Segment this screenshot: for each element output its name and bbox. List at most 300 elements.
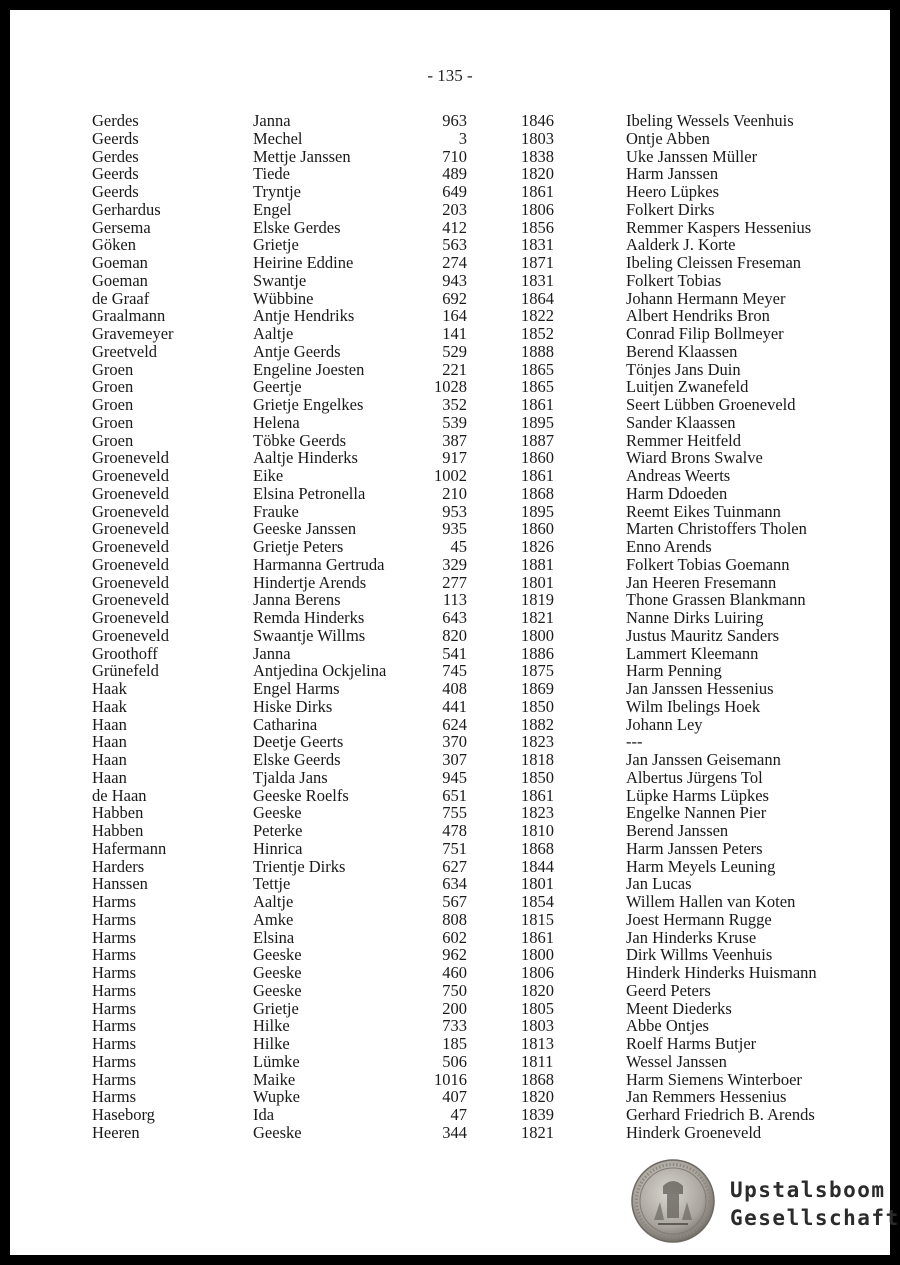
spouse-cell: Engelke Nannen Pier <box>626 803 767 823</box>
year-cell: 1820 <box>521 980 554 1000</box>
given-name-cell: Mettje Janssen <box>253 146 351 166</box>
entry-number-cell: 627 <box>442 856 467 876</box>
spouse-cell: Harm Penning <box>626 661 722 681</box>
table-row <box>0 769 900 787</box>
surname-cell: Harms <box>92 945 136 965</box>
entry-number-cell: 751 <box>442 838 467 858</box>
given-name-cell: Hilke <box>253 1034 290 1053</box>
spouse-cell: Harm Janssen <box>626 164 719 184</box>
spouse-cell: Roelf Harms Butjer <box>626 1034 757 1053</box>
surname-cell: Heeren <box>92 1122 140 1142</box>
year-cell: 1868 <box>521 483 554 503</box>
table-row <box>0 698 900 716</box>
given-name-cell: Hilke <box>253 1016 290 1036</box>
table-row <box>0 307 900 325</box>
table-row <box>0 627 900 645</box>
given-name-cell: Helena <box>253 412 300 432</box>
table-row <box>0 1017 900 1035</box>
spouse-cell: Folkert Dirks <box>626 199 715 219</box>
spouse-cell: Sander Klaassen <box>626 412 736 432</box>
table-row <box>0 272 900 290</box>
entry-number-cell: 210 <box>442 483 467 503</box>
table-row <box>0 1071 900 1089</box>
spouse-cell: --- <box>626 732 643 752</box>
entry-number-cell: 541 <box>442 643 467 663</box>
entry-number-cell: 506 <box>442 1051 467 1071</box>
table-row <box>0 982 900 1000</box>
surname-cell: Haan <box>92 732 127 752</box>
given-name-cell: Elsina Petronella <box>253 483 366 503</box>
entry-number-cell: 529 <box>442 341 467 361</box>
given-name-cell: Wupke <box>253 1087 300 1107</box>
entry-number-cell: 221 <box>442 359 467 379</box>
spouse-cell: Uke Janssen Müller <box>626 146 758 166</box>
table-row <box>0 325 900 343</box>
table-row <box>0 680 900 698</box>
entry-number-cell: 1016 <box>434 1069 467 1089</box>
year-cell: 1852 <box>521 324 554 343</box>
given-name-cell: Geeske <box>253 963 302 982</box>
spouse-cell: Remmer Kaspers Hessenius <box>626 217 812 237</box>
year-cell: 1888 <box>521 341 554 361</box>
given-name-cell: Grietje Engelkes <box>253 395 364 414</box>
entry-number-cell: 624 <box>442 714 467 734</box>
spouse-cell: Wilm Ibelings Hoek <box>626 696 761 716</box>
table-row <box>0 485 900 503</box>
entry-number-cell: 45 <box>450 537 467 556</box>
spouse-cell: Tönjes Jans Duin <box>626 359 741 379</box>
spouse-cell: Wiard Brons Swalve <box>626 448 763 468</box>
table-row <box>0 165 900 183</box>
surname-cell: Hafermann <box>92 838 167 858</box>
given-name-cell: Elsina <box>253 927 295 947</box>
surname-cell: Goeman <box>92 270 148 290</box>
entry-number-cell: 539 <box>442 412 467 432</box>
entry-number-cell: 344 <box>442 1122 467 1142</box>
year-cell: 1800 <box>521 625 554 645</box>
entry-number-cell: 3 <box>458 128 467 148</box>
spouse-cell: Nanne Dirks Luiring <box>626 608 764 627</box>
given-name-cell: Deetje Geerts <box>253 732 344 752</box>
entry-number-cell: 412 <box>442 217 467 237</box>
table-row <box>0 609 900 627</box>
spouse-cell: Harm Siemens Winterboer <box>626 1069 802 1089</box>
spouse-cell: Andreas Weerts <box>626 466 731 485</box>
year-cell: 1805 <box>521 998 554 1018</box>
spouse-cell: Hinderk Groeneveld <box>626 1122 762 1142</box>
entry-number-cell: 460 <box>442 963 467 982</box>
spouse-cell: Abbe Ontjes <box>626 1016 709 1036</box>
table-row <box>0 733 900 751</box>
given-name-cell: Geeske <box>253 1122 302 1142</box>
surname-cell: Habben <box>92 803 144 823</box>
spouse-cell: Jan Janssen Geisemann <box>626 750 781 769</box>
entry-number-cell: 602 <box>442 927 467 947</box>
entry-number-cell: 643 <box>442 608 467 627</box>
page-number: - 135 - <box>427 66 473 85</box>
entry-number-cell: 820 <box>442 625 467 645</box>
spouse-cell: Justus Mauritz Sanders <box>626 625 780 645</box>
surname-cell: Graalmann <box>92 306 166 326</box>
given-name-cell: Tjalda Jans <box>253 767 328 787</box>
year-cell: 1839 <box>521 1105 554 1124</box>
given-name-cell: Swaantje Willms <box>253 625 366 645</box>
surname-cell: Harms <box>92 927 136 947</box>
brand-line-2: Gesellschaft <box>730 1206 900 1230</box>
surname-cell: Harms <box>92 1016 136 1036</box>
spouse-cell: Albert Hendriks Bron <box>626 306 770 326</box>
year-cell: 1810 <box>521 821 554 840</box>
entry-number-cell: 755 <box>442 803 467 823</box>
given-name-cell: Grietje <box>253 235 299 255</box>
given-name-cell: Geertje <box>253 377 302 397</box>
year-cell: 1856 <box>521 217 554 237</box>
entry-number-cell: 567 <box>442 892 467 911</box>
entry-number-cell: 478 <box>442 821 467 840</box>
document-page <box>10 10 900 1255</box>
surname-cell: Groeneveld <box>92 590 169 610</box>
surname-cell: Groeneveld <box>92 625 169 645</box>
table-row <box>0 414 900 432</box>
spouse-cell: Gerhard Friedrich B. Arends <box>626 1105 815 1124</box>
year-cell: 1811 <box>521 1051 554 1071</box>
year-cell: 1868 <box>521 1069 554 1089</box>
spouse-cell: Enno Arends <box>626 537 712 556</box>
surname-cell: Groeneveld <box>92 608 169 627</box>
entry-number-cell: 185 <box>442 1034 467 1053</box>
table-row <box>0 716 900 734</box>
table-row <box>0 858 900 876</box>
table-row <box>0 130 900 148</box>
spouse-cell: Hinderk Hinderks Huismann <box>626 963 817 982</box>
given-name-cell: Swantje <box>253 270 307 290</box>
surname-cell: Groen <box>92 395 134 414</box>
year-cell: 1823 <box>521 732 554 752</box>
given-name-cell: Engel <box>253 199 292 219</box>
given-name-cell: Geeske Roelfs <box>253 785 349 805</box>
year-cell: 1860 <box>521 519 554 539</box>
surname-cell: Groeneveld <box>92 466 169 485</box>
entry-number-cell: 277 <box>442 572 467 592</box>
surname-cell: Groen <box>92 359 134 379</box>
spouse-cell: Berend Janssen <box>626 821 729 840</box>
table-row <box>0 343 900 361</box>
surname-cell: de Haan <box>92 785 147 805</box>
year-cell: 1831 <box>521 270 554 290</box>
entry-number-cell: 945 <box>442 767 467 787</box>
surname-cell: Harms <box>92 909 136 929</box>
year-cell: 1861 <box>521 395 554 414</box>
register-table <box>0 112 900 1142</box>
spouse-cell: Jan Hinderks Kruse <box>626 927 757 947</box>
surname-cell: Haan <box>92 767 127 787</box>
year-cell: 1850 <box>521 696 554 716</box>
table-row <box>0 1124 900 1142</box>
year-cell: 1865 <box>521 359 554 379</box>
given-name-cell: Trientje Dirks <box>253 856 346 876</box>
table-row <box>0 645 900 663</box>
given-name-cell: Mechel <box>253 128 303 148</box>
given-name-cell: Aaltje <box>253 324 294 343</box>
table-row <box>0 893 900 911</box>
year-cell: 1801 <box>521 572 554 592</box>
spouse-cell: Jan Lucas <box>626 874 692 894</box>
year-cell: 1861 <box>521 466 554 485</box>
given-name-cell: Ida <box>253 1105 275 1124</box>
table-row <box>0 929 900 947</box>
spouse-cell: Aalderk J. Korte <box>626 235 736 255</box>
year-cell: 1800 <box>521 945 554 965</box>
year-cell: 1861 <box>521 927 554 947</box>
surname-cell: Groeneveld <box>92 448 169 468</box>
year-cell: 1869 <box>521 679 554 698</box>
year-cell: 1860 <box>521 448 554 468</box>
spouse-cell: Jan Janssen Hessenius <box>626 679 774 698</box>
year-cell: 1865 <box>521 377 554 397</box>
year-cell: 1861 <box>521 785 554 805</box>
table-row <box>0 556 900 574</box>
spouse-cell: Folkert Tobias Goemann <box>626 554 790 574</box>
given-name-cell: Engeline Joesten <box>253 359 365 379</box>
surname-cell: Grünefeld <box>92 661 159 681</box>
table-row <box>0 840 900 858</box>
upstalsboom-logo <box>630 1158 900 1248</box>
surname-cell: Harms <box>92 963 136 982</box>
entry-number-cell: 113 <box>442 590 467 610</box>
entry-number-cell: 370 <box>442 732 467 752</box>
table-row <box>0 254 900 272</box>
table-row <box>0 148 900 166</box>
surname-cell: Gravemeyer <box>92 324 174 343</box>
surname-cell: Geerds <box>92 182 139 201</box>
entry-number-cell: 387 <box>442 430 467 450</box>
given-name-cell: Eike <box>253 466 284 485</box>
year-cell: 1875 <box>521 661 554 681</box>
table-row <box>0 1106 900 1124</box>
given-name-cell: Antje Geerds <box>253 341 341 361</box>
surname-cell: Gerhardus <box>92 199 161 219</box>
entry-number-cell: 307 <box>442 750 467 769</box>
entry-number-cell: 203 <box>442 199 467 219</box>
year-cell: 1838 <box>521 146 554 166</box>
given-name-cell: Töbke Geerds <box>253 430 347 450</box>
entry-number-cell: 943 <box>442 270 467 290</box>
year-cell: 1854 <box>521 892 554 911</box>
given-name-cell: Catharina <box>253 714 318 734</box>
surname-cell: Harms <box>92 980 136 1000</box>
year-cell: 1861 <box>521 182 554 201</box>
year-cell: 1887 <box>521 430 554 450</box>
surname-cell: Harms <box>92 1087 136 1107</box>
table-row <box>0 396 900 414</box>
year-cell: 1822 <box>521 306 554 326</box>
surname-cell: Groen <box>92 430 134 450</box>
spouse-cell: Lammert Kleemann <box>626 643 759 663</box>
year-cell: 1806 <box>521 963 554 982</box>
surname-cell: Habben <box>92 821 144 840</box>
surname-cell: Groeneveld <box>92 483 169 503</box>
entry-number-cell: 200 <box>442 998 467 1018</box>
surname-cell: Groeneveld <box>92 537 169 556</box>
given-name-cell: Tiede <box>253 164 290 184</box>
table-row <box>0 574 900 592</box>
surname-cell: Harms <box>92 1069 136 1089</box>
table-row <box>0 591 900 609</box>
year-cell: 1850 <box>521 767 554 787</box>
given-name-cell: Engel Harms <box>253 679 340 698</box>
surname-cell: Harms <box>92 998 136 1018</box>
entry-number-cell: 141 <box>442 324 467 343</box>
table-row <box>0 875 900 893</box>
given-name-cell: Antjedina Ockjelina <box>253 661 387 681</box>
surname-cell: Groeneveld <box>92 554 169 574</box>
table-row <box>0 1000 900 1018</box>
entry-number-cell: 710 <box>442 146 467 166</box>
table-row <box>0 201 900 219</box>
entry-number-cell: 917 <box>442 448 467 468</box>
surname-cell: Geerds <box>92 164 139 184</box>
given-name-cell: Hinrica <box>253 838 303 858</box>
entry-number-cell: 441 <box>442 696 467 716</box>
surname-cell: Groeneveld <box>92 572 169 592</box>
entry-number-cell: 745 <box>442 661 467 681</box>
table-row <box>0 449 900 467</box>
surname-cell: Harms <box>92 1051 136 1071</box>
surname-cell: Groen <box>92 412 134 432</box>
given-name-cell: Amke <box>253 909 294 929</box>
year-cell: 1864 <box>521 288 554 308</box>
surname-cell: Hanssen <box>92 874 148 894</box>
given-name-cell: Elske Geerds <box>253 750 341 769</box>
surname-cell: Goeman <box>92 253 148 272</box>
surname-cell: Geerds <box>92 128 139 148</box>
table-row <box>0 361 900 379</box>
given-name-cell: Peterke <box>253 821 303 840</box>
given-name-cell: Geeske <box>253 980 302 1000</box>
surname-cell: Göken <box>92 235 136 255</box>
given-name-cell: Grietje <box>253 998 299 1018</box>
year-cell: 1820 <box>521 1087 554 1107</box>
spouse-cell: Harm Meyels Leuning <box>626 856 776 876</box>
table-row <box>0 751 900 769</box>
year-cell: 1818 <box>521 750 554 769</box>
year-cell: 1823 <box>521 803 554 823</box>
year-cell: 1821 <box>521 608 554 627</box>
entry-number-cell: 164 <box>442 306 467 326</box>
entry-number-cell: 1002 <box>434 466 467 485</box>
spouse-cell: Folkert Tobias <box>626 270 722 290</box>
table-row <box>0 1053 900 1071</box>
spouse-cell: Luitjen Zwanefeld <box>626 377 749 397</box>
spouse-cell: Jan Remmers Hessenius <box>626 1087 787 1107</box>
year-cell: 1844 <box>521 856 554 876</box>
entry-number-cell: 489 <box>442 164 467 184</box>
surname-cell: Groen <box>92 377 134 397</box>
surname-cell: Groeneveld <box>92 519 169 539</box>
given-name-cell: Hindertje Arends <box>253 572 367 592</box>
surname-cell: Greetveld <box>92 341 158 361</box>
given-name-cell: Antje Hendriks <box>253 306 355 326</box>
given-name-cell: Janna <box>253 111 291 130</box>
year-cell: 1803 <box>521 128 554 148</box>
table-row <box>0 520 900 538</box>
spouse-cell: Harm Janssen Peters <box>626 838 763 858</box>
spouse-cell: Dirk Willms Veenhuis <box>626 945 773 965</box>
table-row <box>0 911 900 929</box>
given-name-cell: Geeske Janssen <box>253 519 357 539</box>
seal-icon <box>630 1158 716 1244</box>
surname-cell: Gersema <box>92 217 151 237</box>
given-name-cell: Aaltje <box>253 892 294 911</box>
year-cell: 1821 <box>521 1122 554 1142</box>
entry-number-cell: 634 <box>442 874 467 894</box>
table-row <box>0 804 900 822</box>
year-cell: 1868 <box>521 838 554 858</box>
given-name-cell: Heirine Eddine <box>253 253 354 272</box>
spouse-cell: Reemt Eikes Tuinmann <box>626 501 781 521</box>
table-row <box>0 1088 900 1106</box>
table-row <box>0 467 900 485</box>
table-row <box>0 503 900 521</box>
year-cell: 1826 <box>521 537 554 556</box>
entry-number-cell: 651 <box>442 785 467 805</box>
spouse-cell: Lüpke Harms Lüpkes <box>626 785 769 805</box>
spouse-cell: Marten Christoffers Tholen <box>626 519 807 539</box>
entry-number-cell: 352 <box>442 395 467 414</box>
given-name-cell: Harmanna Gertruda <box>253 554 385 574</box>
spouse-cell: Johann Hermann Meyer <box>626 288 786 308</box>
given-name-cell: Frauke <box>253 501 299 521</box>
table-row <box>0 432 900 450</box>
year-cell: 1886 <box>521 643 554 663</box>
surname-cell: Haan <box>92 750 127 769</box>
given-name-cell: Geeske <box>253 803 302 823</box>
surname-cell: de Graaf <box>92 288 150 308</box>
surname-cell: Harms <box>92 892 136 911</box>
entry-number-cell: 649 <box>442 182 467 201</box>
spouse-cell: Geerd Peters <box>626 980 711 1000</box>
surname-cell: Haan <box>92 714 127 734</box>
table-row <box>0 236 900 254</box>
entry-number-cell: 750 <box>442 980 467 1000</box>
surname-cell: Harders <box>92 856 145 876</box>
spouse-cell: Berend Klaassen <box>626 341 738 361</box>
table-row <box>0 290 900 308</box>
spouse-cell: Conrad Filip Bollmeyer <box>626 324 784 343</box>
entry-number-cell: 962 <box>442 945 467 965</box>
year-cell: 1895 <box>521 412 554 432</box>
entry-number-cell: 963 <box>442 111 467 130</box>
table-row <box>0 964 900 982</box>
year-cell: 1801 <box>521 874 554 894</box>
spouse-cell: Albertus Jürgens Tol <box>626 767 763 787</box>
year-cell: 1881 <box>521 554 554 574</box>
given-name-cell: Remda Hinderks <box>253 608 365 627</box>
given-name-cell: Janna <box>253 643 291 663</box>
spouse-cell: Ibeling Wessels Veenhuis <box>626 111 794 130</box>
spouse-cell: Wessel Janssen <box>626 1051 727 1071</box>
spouse-cell: Thone Grassen Blankmann <box>626 590 806 610</box>
year-cell: 1882 <box>521 714 554 734</box>
year-cell: 1819 <box>521 590 554 610</box>
spouse-cell: Harm Ddoeden <box>626 483 728 503</box>
spouse-cell: Remmer Heitfeld <box>626 430 742 450</box>
entry-number-cell: 733 <box>442 1016 467 1036</box>
entry-number-cell: 47 <box>450 1105 467 1124</box>
spouse-cell: Ibeling Cleissen Freseman <box>626 253 802 272</box>
year-cell: 1815 <box>521 909 554 929</box>
table-row <box>0 378 900 396</box>
